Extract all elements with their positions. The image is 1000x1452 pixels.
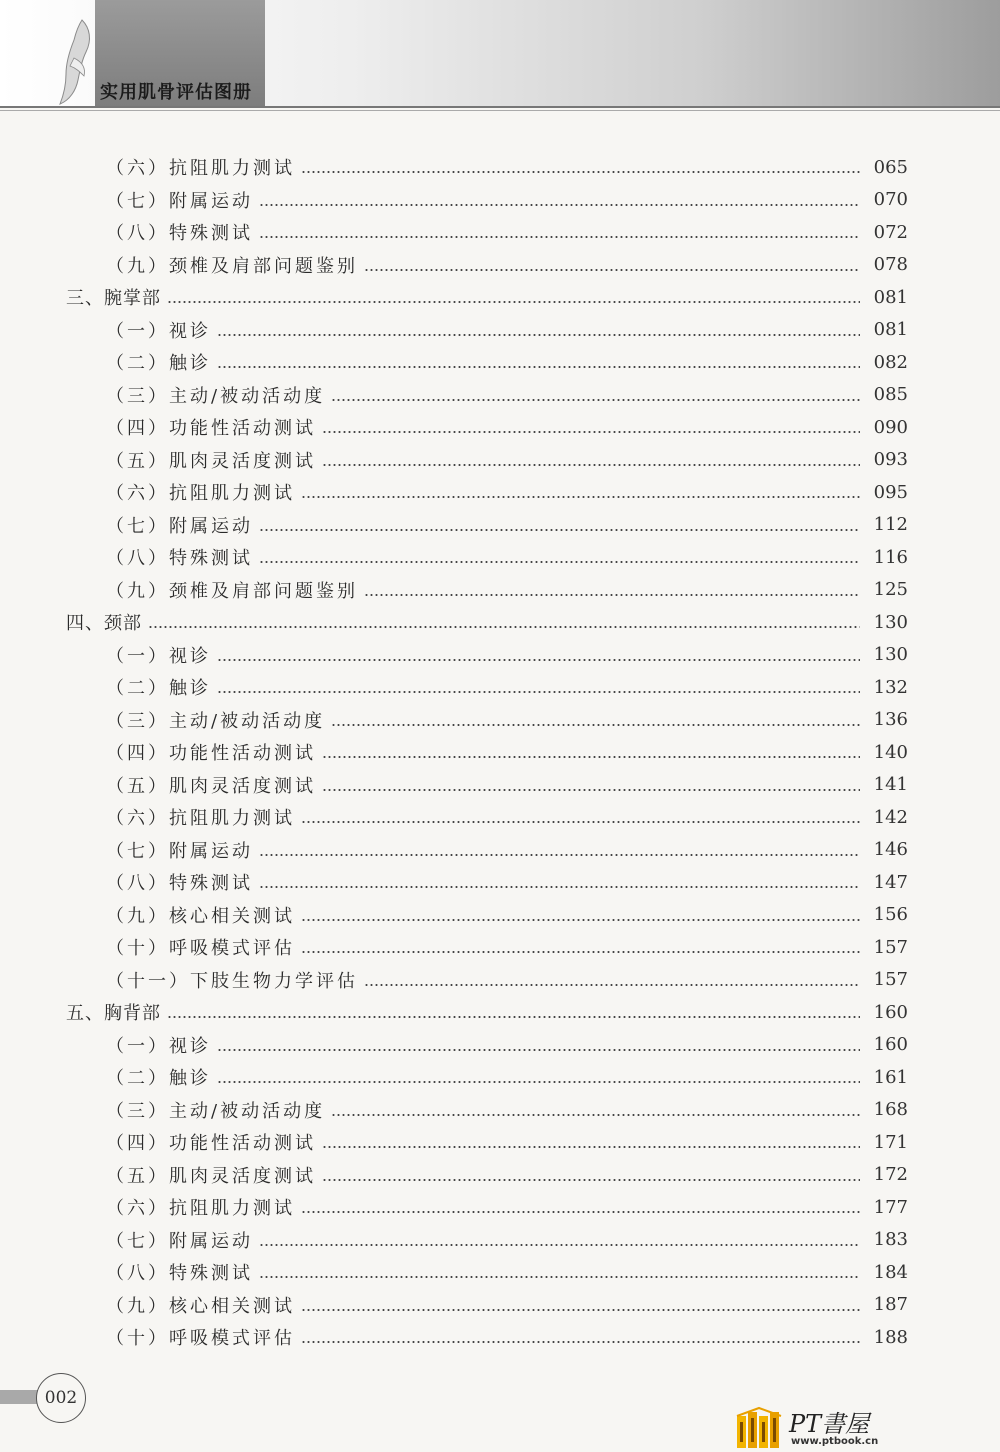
toc-entry-page: 132 — [873, 676, 908, 698]
toc-entry — [106, 510, 908, 540]
footer-bar — [0, 1390, 40, 1404]
toc-entry-page: 161 — [873, 1066, 908, 1088]
toc-entry-page: 177 — [873, 1196, 908, 1218]
toc-entry — [106, 867, 908, 897]
toc-entry-label: （四）功能性活动测试 — [106, 1133, 316, 1154]
toc-entry — [66, 997, 908, 1027]
toc-leader-dots — [331, 1114, 860, 1116]
toc-entry-label: （九）颈椎及肩部问题鉴别 — [106, 580, 358, 602]
toc-entry-label: （五）肌肉灵活度测试 — [106, 1165, 316, 1187]
toc-leader-dots — [259, 854, 860, 856]
toc-entry — [106, 1257, 908, 1287]
toc-leader-dots — [259, 1276, 860, 1278]
toc-entry-page: 160 — [873, 1001, 908, 1023]
toc-leader-dots — [217, 1081, 860, 1083]
toc-leader-dots — [259, 236, 860, 238]
toc-leader-dots — [322, 431, 860, 433]
toc-entry — [106, 737, 908, 767]
toc-entry — [106, 380, 908, 410]
page-number: 002 — [36, 1373, 86, 1423]
toc-entry-page: 065 — [873, 156, 908, 178]
toc-entry-page: 081 — [873, 319, 908, 340]
toc-leader-dots — [167, 1016, 860, 1018]
toc-leader-dots — [331, 724, 860, 726]
toc-entry — [106, 1225, 908, 1255]
toc-entry-label: （二）触诊 — [106, 353, 211, 374]
logo-url: www.ptbook.cn — [791, 1436, 879, 1447]
toc-entry-label: 五、胸背部 — [66, 1003, 161, 1024]
toc-entry-page: 157 — [873, 969, 908, 990]
book-title: 实用肌骨评估图册 — [100, 82, 252, 103]
toc-entry-page: 156 — [873, 904, 908, 925]
toc-entry — [106, 705, 908, 735]
toc-entry-label: （一）视诊 — [106, 320, 211, 342]
toc-entry-page: 160 — [873, 1034, 908, 1055]
toc-leader-dots — [301, 1341, 860, 1343]
toc-entry — [106, 542, 908, 572]
toc-entry-label: （二）触诊 — [106, 678, 211, 699]
toc-entry — [106, 802, 908, 832]
toc-entry — [106, 900, 908, 930]
toc-leader-dots — [301, 1211, 860, 1213]
toc-leader-dots — [301, 496, 860, 498]
toc-leader-dots — [259, 886, 860, 888]
toc-entry-page: 147 — [873, 871, 908, 893]
toc-leader-dots — [331, 399, 860, 401]
toc-leader-dots — [322, 789, 860, 791]
toc-entry-page: 140 — [873, 741, 908, 763]
toc-entry-page: 136 — [873, 709, 908, 730]
toc-entry — [106, 640, 908, 670]
toc-entry-label: （三）主动/被动活动度 — [106, 710, 326, 732]
toc-entry-label: （五）肌肉灵活度测试 — [106, 775, 316, 797]
toc-leader-dots — [364, 269, 860, 271]
toc-entry — [106, 1322, 908, 1352]
toc-entry-label: （八）特殊测试 — [106, 1263, 253, 1284]
toc-leader-dots — [259, 1244, 860, 1246]
toc-entry — [106, 1127, 908, 1157]
toc-entry-page: 141 — [873, 774, 908, 795]
toc-entry-label: （一）视诊 — [106, 645, 211, 667]
toc-entry — [106, 315, 908, 345]
toc-entry-page: 184 — [873, 1261, 908, 1283]
toc-entry-label: 四、颈部 — [66, 613, 142, 634]
toc-entry-page: 078 — [873, 254, 908, 275]
toc-leader-dots — [322, 464, 860, 466]
toc-entry — [106, 412, 908, 442]
toc-leader-dots — [301, 171, 860, 173]
toc-entry-label: （七）附属运动 — [106, 190, 253, 212]
toc-leader-dots — [217, 691, 860, 693]
toc-entry — [106, 217, 908, 247]
toc-entry — [106, 575, 908, 605]
toc-entry-label: （九）核心相关测试 — [106, 1295, 295, 1317]
header-divider-thin — [0, 110, 1000, 111]
toc-leader-dots — [301, 1309, 860, 1311]
toc-entry-label: （七）附属运动 — [106, 840, 253, 862]
toc-entry-page: 172 — [873, 1164, 908, 1185]
toc-entry — [106, 1095, 908, 1125]
toc-leader-dots — [259, 561, 860, 563]
toc-leader-dots — [148, 626, 860, 628]
toc-entry-page: 095 — [873, 481, 908, 503]
toc-leader-dots — [322, 1179, 860, 1181]
publisher-logo — [735, 1402, 885, 1452]
toc-entry-page: 130 — [873, 644, 908, 665]
toc-leader-dots — [301, 951, 860, 953]
toc-entry-label: （九）颈椎及肩部问题鉴别 — [106, 255, 358, 277]
toc-entry-label: （六）抗阻肌力测试 — [106, 1198, 295, 1219]
toc-entry-page: 171 — [873, 1131, 908, 1153]
toc-entry — [106, 1030, 908, 1060]
toc-entry — [106, 1062, 908, 1092]
toc-entry-label: （六）抗阻肌力测试 — [106, 808, 295, 829]
toc-entry — [106, 1290, 908, 1320]
toc-entry-page: 130 — [873, 611, 908, 633]
toc-leader-dots — [259, 529, 860, 531]
toc-entry-page: 183 — [873, 1229, 908, 1250]
toc-entry-page: 072 — [873, 221, 908, 243]
toc-entry — [66, 282, 908, 312]
toc-entry — [106, 152, 908, 182]
toc-entry-label: （二）触诊 — [106, 1068, 211, 1089]
toc-entry-page: 168 — [873, 1099, 908, 1120]
toc-entry-label: （四）功能性活动测试 — [106, 743, 316, 764]
toc-leader-dots — [364, 594, 860, 596]
toc-entry-label: （八）特殊测试 — [106, 873, 253, 894]
toc-entry-label: （六）抗阻肌力测试 — [106, 483, 295, 504]
toc-entry — [106, 445, 908, 475]
toc-entry-label: （八）特殊测试 — [106, 223, 253, 244]
toc-entry — [106, 672, 908, 702]
toc-entry — [106, 965, 908, 995]
toc-entry — [106, 250, 908, 280]
toc-entry — [106, 347, 908, 377]
toc-entry — [106, 477, 908, 507]
toc-entry-label: （七）附属运动 — [106, 1230, 253, 1252]
toc-leader-dots — [259, 204, 860, 206]
logo-name: PT書屋 — [789, 1410, 870, 1438]
toc-entry-label: （八）特殊测试 — [106, 548, 253, 569]
toc-leader-dots — [217, 366, 860, 368]
toc-entry-page: 142 — [873, 806, 908, 828]
toc-entry — [106, 1192, 908, 1222]
toc-leader-dots — [217, 334, 860, 336]
toc-entry — [106, 1160, 908, 1190]
toc-entry — [66, 607, 908, 637]
toc-entry-page: 116 — [873, 546, 908, 568]
toc-entry-label: （七）附属运动 — [106, 515, 253, 537]
toc-entry-page: 085 — [873, 384, 908, 405]
toc-entry — [106, 770, 908, 800]
toc-leader-dots — [217, 659, 860, 661]
toc-entry-label: （五）肌肉灵活度测试 — [106, 450, 316, 472]
toc-entry-label: （一）视诊 — [106, 1035, 211, 1057]
toc-leader-dots — [301, 821, 860, 823]
toc-entry-label: （十）呼吸模式评估 — [106, 1328, 295, 1349]
toc-entry-page: 112 — [873, 514, 908, 535]
toc-leader-dots — [167, 301, 860, 303]
toc-entry-page: 082 — [873, 351, 908, 373]
toc-entry-label: （四）功能性活动测试 — [106, 418, 316, 439]
toc-entry — [106, 835, 908, 865]
toc-leader-dots — [364, 984, 860, 986]
bone-icon — [52, 18, 98, 106]
toc-leader-dots — [322, 756, 860, 758]
toc-entry-page: 125 — [873, 579, 908, 600]
toc-entry-page: 090 — [873, 416, 908, 438]
books-icon — [735, 1406, 783, 1450]
toc-entry-label: （三）主动/被动活动度 — [106, 385, 326, 407]
toc-entry-label: （十）呼吸模式评估 — [106, 938, 295, 959]
toc-entry-page: 188 — [873, 1326, 908, 1348]
toc-entry-page: 146 — [873, 839, 908, 860]
toc-leader-dots — [322, 1146, 860, 1148]
toc-leader-dots — [301, 919, 860, 921]
toc-entry-page: 187 — [873, 1294, 908, 1315]
toc-entry-label: （六）抗阻肌力测试 — [106, 158, 295, 179]
toc-entry-page: 093 — [873, 449, 908, 470]
toc-entry-page: 157 — [873, 936, 908, 958]
toc-entry-label: （九）核心相关测试 — [106, 905, 295, 927]
toc-entry — [106, 185, 908, 215]
toc-entry-page: 081 — [873, 286, 908, 308]
header-divider — [0, 106, 1000, 108]
toc-entry-page: 070 — [873, 189, 908, 210]
toc-entry-label: 三、腕掌部 — [66, 288, 161, 309]
toc-entry — [106, 932, 908, 962]
toc-entry-label: （三）主动/被动活动度 — [106, 1100, 326, 1122]
toc-entry-label: （十一）下肢生物力学评估 — [106, 970, 358, 992]
toc-leader-dots — [217, 1049, 860, 1051]
